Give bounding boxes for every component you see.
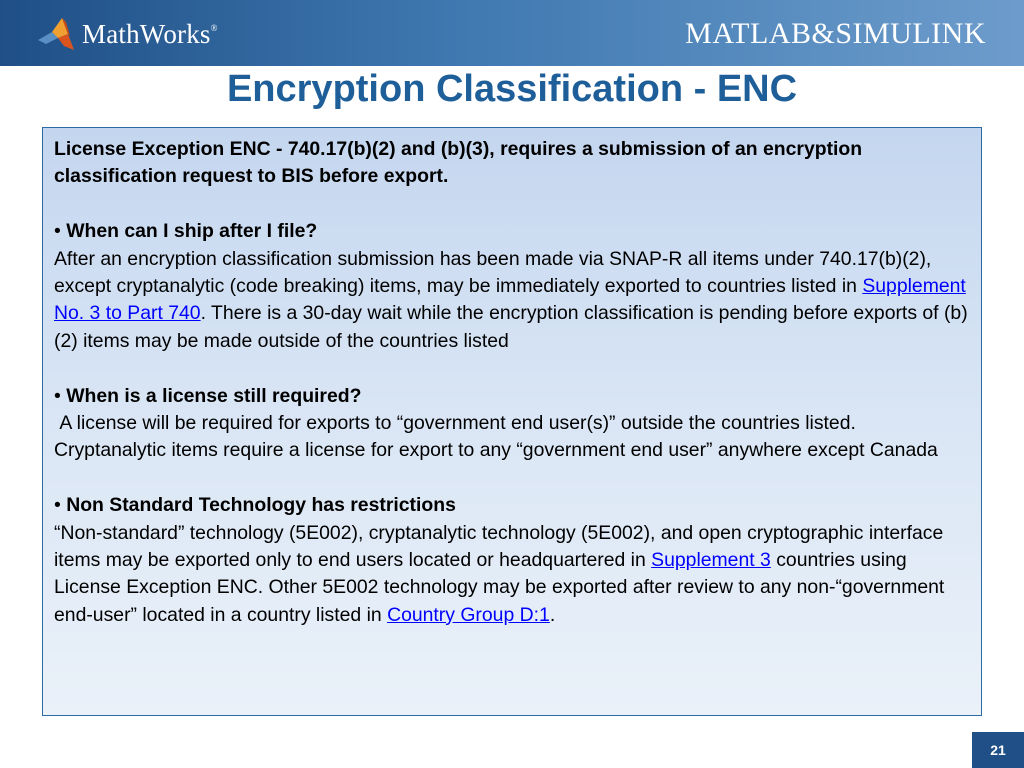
content-box — [42, 127, 982, 716]
section-1-heading-line — [54, 218, 970, 245]
page-title: Encryption Classification - ENC — [226, 68, 798, 110]
mathworks-logo[interactable] — [36, 14, 218, 54]
section-2-heading-line — [54, 383, 970, 410]
page-number: 21 — [972, 732, 1024, 768]
supplement-3-link[interactable]: Supplement 3 — [651, 549, 771, 572]
bullet-icon: • — [54, 384, 61, 407]
bullet-icon: • — [54, 494, 61, 517]
supplement-no3-link[interactable]: Supplement No. 3 to Part 740 — [54, 275, 966, 325]
membrane-logo-icon — [36, 14, 76, 54]
section-3-body: “Non-standard” technology (5E002), cryptanalytic technology (5E002), and open cryptographic interface items may be exported only to end users located or headquartered in Supplement 3 countries using License Exception ENC. Other 5E002 technology may be exported after review to any non-“government end-user” located in a country listed in Country Group D:1. — [54, 521, 945, 626]
intro-text: License Exception ENC - 740.17(b)(2) and (b)(3), requires a submission of an encryption classification request to BIS before export. — [54, 138, 863, 188]
section-heading: When is a license still required? — [66, 384, 362, 407]
section-heading: When can I ship after I file? — [66, 220, 318, 243]
mathworks-wordmark: MathWorks® — [82, 18, 218, 49]
section-1-body: After an encryption classification submission has been made via SNAP-R all items under 740.17(b)(2), except cryptanalytic (code breaking) items, may be immediately exported to countries listed in Supplement No. 3 to Part 740. There is a 30-day wait while the encryption classification is pending before exports of (b)(2) items may be made outside of the countries listed — [54, 247, 968, 352]
country-group-d1-link[interactable]: Country Group D:1 — [387, 603, 550, 626]
section-2-body: A license will be required for exports to “government end user(s)” outside the countries listed. Cryptanalytic items require a license for export to any “government end user” anywhere except Canada — [54, 412, 938, 462]
section-3-heading-line — [54, 492, 970, 519]
header-banner — [0, 0, 1024, 66]
bullet-icon: • — [54, 220, 61, 243]
matlab-simulink-logo[interactable]: MATLAB&SIMULINK — [685, 17, 986, 50]
section-heading: Non Standard Technology has restrictions — [66, 494, 456, 517]
